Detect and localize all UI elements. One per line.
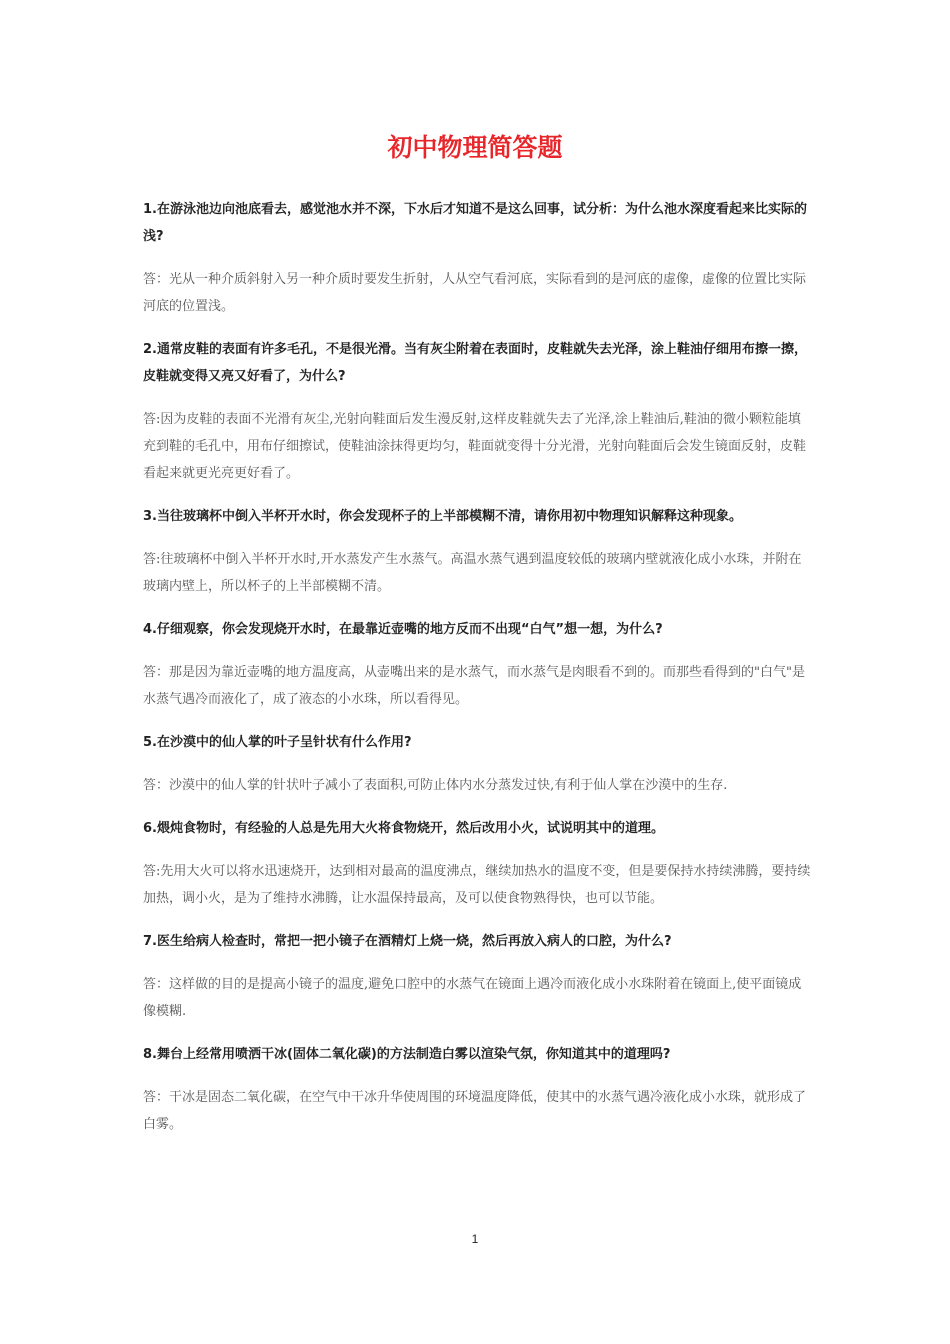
question-text: 6.煨炖食物时，有经验的人总是先用大火将食物烧开，然后改用小火，试说明其中的道理。 [143,821,664,836]
answer-text: 答：这样做的目的是提高小镜子的温度,避免口腔中的水蒸气在镜面上遇冷而液化成小水珠附着在镜面上,使平面镜成像模糊. [143,977,802,1019]
qa-item [143,196,811,320]
answer-text: 答:往玻璃杯中倒入半杯开水时,开水蒸发产生水蒸气。高温水蒸气遇到温度较低的玻璃内壁就液化成小水珠，并附在玻璃内壁上，所以杯子的上半部模糊不清。 [143,552,802,594]
question-text: 7.医生给病人检查时，常把一把小镜子在酒精灯上烧一烧，然后再放入病人的口腔，为什么? [143,934,672,949]
qa-item [143,815,811,912]
answer-text: 答：沙漠中的仙人掌的针状叶子减小了表面积,可防止体内水分蒸发过快,有利于仙人掌在沙漠中的生存. [143,778,728,793]
page-title: 初中物理简答题 [387,133,563,162]
qa-item [143,1041,811,1138]
answer-text: 答：光从一种介质斜射入另一种介质时要发生折射，人从空气看河底，实际看到的是河底的虚像，虚像的位置比实际河底的位置浅。 [143,272,807,314]
answer-text: 答：那是因为靠近壶嘴的地方温度高，从壶嘴出来的是水蒸气，而水蒸气是肉眼看不到的。而那些看得到的"白气"是水蒸气遇冷而液化了，成了液态的小水珠，所以看得见。 [143,665,805,707]
answer-text: 答：干冰是固态二氧化碳，在空气中干冰升华使周围的环境温度降低，使其中的水蒸气遇冷液化成小水珠，就形成了白雾。 [143,1090,807,1132]
qa-item [143,616,811,713]
answer-text: 答:先用大火可以将水迅速烧开，达到相对最高的温度沸点，继续加热水的温度不变，但是要保持水持续沸腾，要持续加热，调小火，是为了维持水沸腾，让水温保持最高，及可以使食物熟得快，也可以节能。 [143,864,811,906]
question-text: 4.仔细观察，你会发现烧开水时，在最靠近壶嘴的地方反而不出现“白气”想一想，为什么? [143,622,663,637]
question-text: 2.通常皮鞋的表面有许多毛孔，不是很光滑。当有灰尘附着在表面时，皮鞋就失去光泽，涂上鞋油仔细用布擦一擦，皮鞋就变得又亮又好看了，为什么? [143,342,807,384]
qa-item [143,336,811,487]
question-text: 5.在沙漠中的仙人掌的叶子呈针状有什么作用? [143,735,412,750]
question-text: 8.舞台上经常用喷洒干冰(固体二氧化碳)的方法制造白雾以渲染气氛，你知道其中的道理吗? [143,1047,671,1062]
page-number: 1 [471,1232,479,1246]
qa-list [143,196,811,1154]
qa-item [143,729,811,799]
question-text: 3.当往玻璃杯中倒入半杯开水时，你会发现杯子的上半部模糊不清，请你用初中物理知识解释这种现象。 [143,509,742,524]
question-text: 1.在游泳池边向池底看去，感觉池水并不深，下水后才知道不是这么回事，试分析：为什么池水深度看起来比实际的浅? [143,202,807,244]
answer-text: 答:因为皮鞋的表面不光滑有灰尘,光射向鞋面后发生漫反射,这样皮鞋就失去了光泽,涂上鞋油后,鞋油的微小颗粒能填充到鞋的毛孔中，用布仔细擦试，使鞋油涂抹得更均匀，鞋面就变得十分光滑，光射向鞋面后会发生镜面反射，皮鞋看起来就更光亮更好看了。 [143,412,807,481]
qa-item [143,503,811,600]
qa-item [143,928,811,1025]
